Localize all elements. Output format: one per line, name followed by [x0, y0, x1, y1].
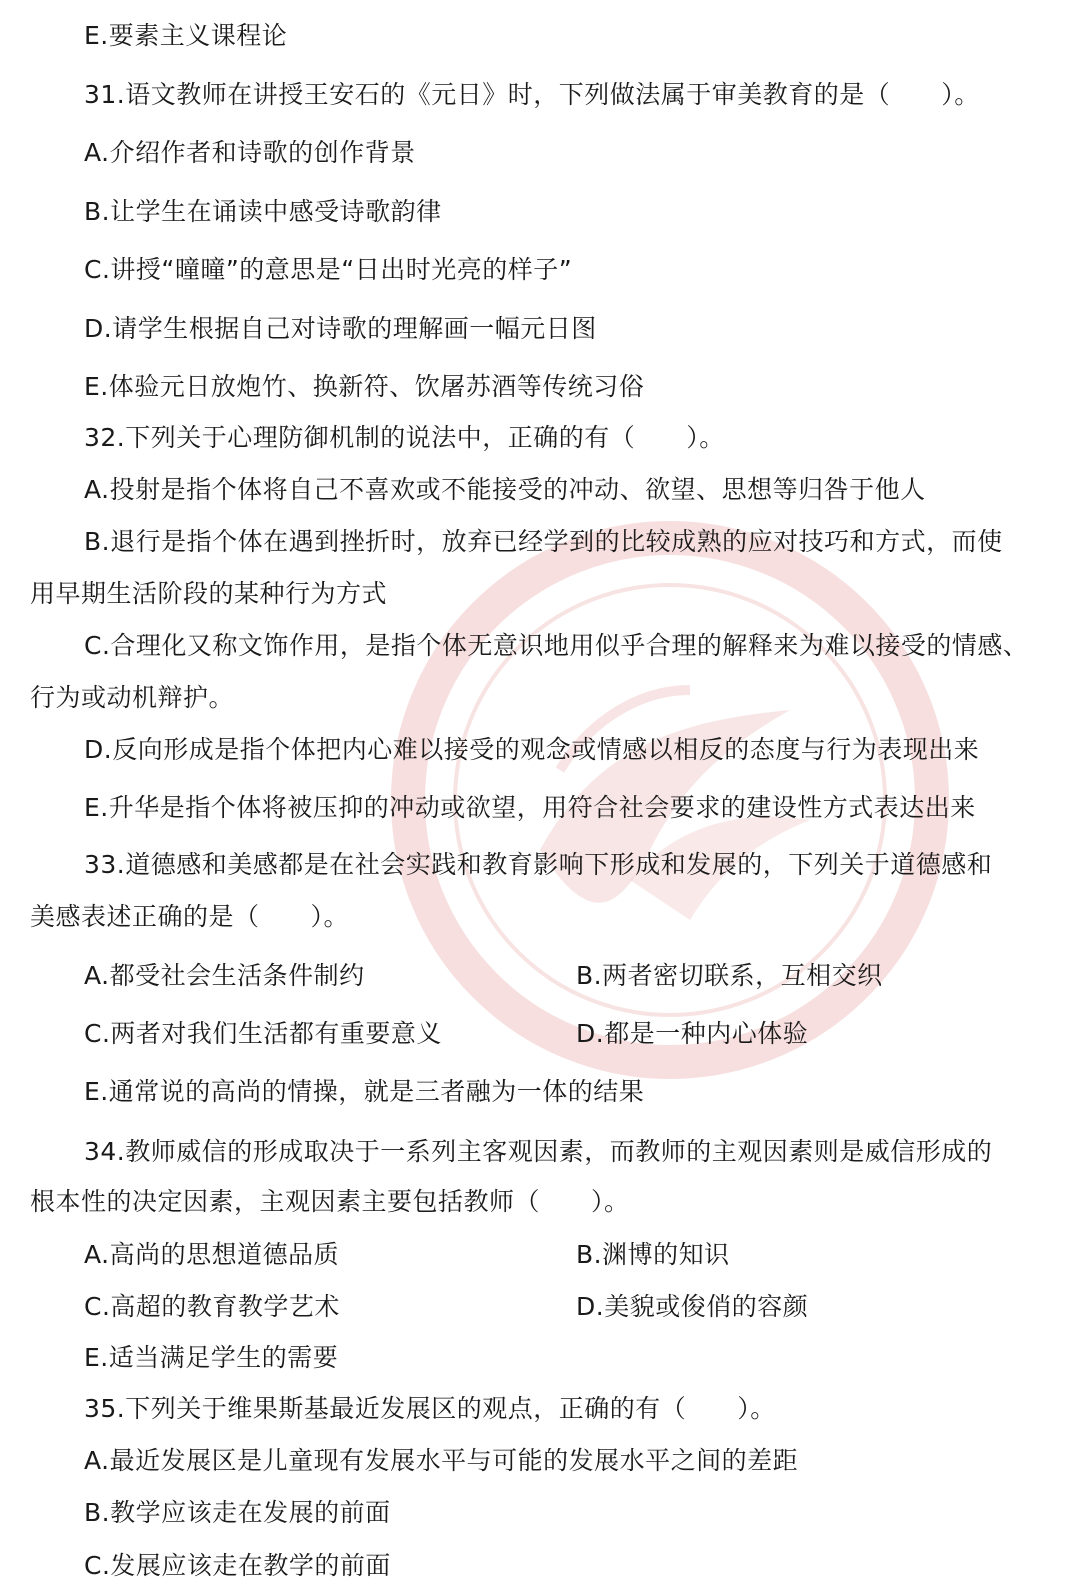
option-d-q33: D.都是一种内心体验 [576, 1019, 809, 1048]
option-c-q31: C.讲授“曈曈”的意思是“日出时光亮的样子” [84, 255, 573, 284]
option-a-q31: A.介绍作者和诗歌的创作背景 [84, 138, 416, 167]
question-33: 33.道德感和美感都是在社会实践和教育影响下形成和发展的，下列关于道德感和 [84, 850, 993, 879]
option-a-q35: A.最近发展区是儿童现有发展水平与可能的发展水平之间的差距 [84, 1446, 799, 1475]
option-b-q31: B.让学生在诵读中感受诗歌韵律 [84, 197, 442, 226]
option-e-q33: E.通常说的高尚的情操，就是三者融为一体的结果 [84, 1077, 645, 1106]
option-b-q33: B.两者密切联系，互相交织 [576, 961, 883, 990]
option-a-q34: A.高尚的思想道德品质 [84, 1240, 340, 1269]
option-e-q30: E.要素主义课程论 [84, 21, 288, 50]
option-e-q34: E.适当满足学生的需要 [84, 1343, 339, 1372]
option-d-q31: D.请学生根据自己对诗歌的理解画一幅元日图 [84, 314, 597, 343]
question-32: 32.下列关于心理防御机制的说法中，正确的有（ ）。 [84, 423, 725, 452]
option-b-q34: B.渊博的知识 [576, 1240, 730, 1269]
option-d-q32: D.反向形成是指个体把内心难以接受的观念或情感以相反的态度与行为表现出来 [84, 735, 980, 764]
option-c-q32-cont: 行为或动机辩护。 [30, 683, 235, 712]
option-e-q31: E.体验元日放炮竹、换新符、饮屠苏酒等传统习俗 [84, 372, 645, 401]
option-b-q35: B.教学应该走在发展的前面 [84, 1498, 391, 1527]
question-31: 31.语文教师在讲授王安石的《元日》时，下列做法属于审美教育的是（ ）。 [84, 80, 980, 109]
option-d-q34: D.美貌或俊俏的容颜 [576, 1292, 809, 1321]
option-c-q34: C.高超的教育教学艺术 [84, 1292, 340, 1321]
question-33-cont: 美感表述正确的是（ ）。 [30, 902, 350, 931]
option-b-q32: B.退行是指个体在遇到挫折时，放弃已经学到的比较成熟的应对技巧和方式，而使 [84, 527, 1003, 556]
option-b-q32-cont: 用早期生活阶段的某种行为方式 [30, 579, 388, 608]
option-c-q32: C.合理化又称文饰作用，是指个体无意识地用似乎合理的解释来为难以接受的情感、 [84, 631, 1029, 660]
option-c-q33: C.两者对我们生活都有重要意义 [84, 1019, 442, 1048]
option-a-q32: A.投射是指个体将自己不喜欢或不能接受的冲动、欲望、思想等归咎于他人 [84, 475, 926, 504]
option-e-q32: E.升华是指个体将被压抑的冲动或欲望，用符合社会要求的建设性方式表达出来 [84, 793, 976, 822]
option-a-q33: A.都受社会生活条件制约 [84, 961, 365, 990]
option-c-q35: C.发展应该走在教学的前面 [84, 1551, 391, 1580]
question-34-cont: 根本性的决定因素，主观因素主要包括教师（ ）。 [30, 1187, 630, 1216]
question-34: 34.教师威信的形成取决于一系列主客观因素，而教师的主观因素则是威信形成的 [84, 1137, 993, 1166]
question-35: 35.下列关于维果斯基最近发展区的观点，正确的有（ ）。 [84, 1394, 776, 1423]
